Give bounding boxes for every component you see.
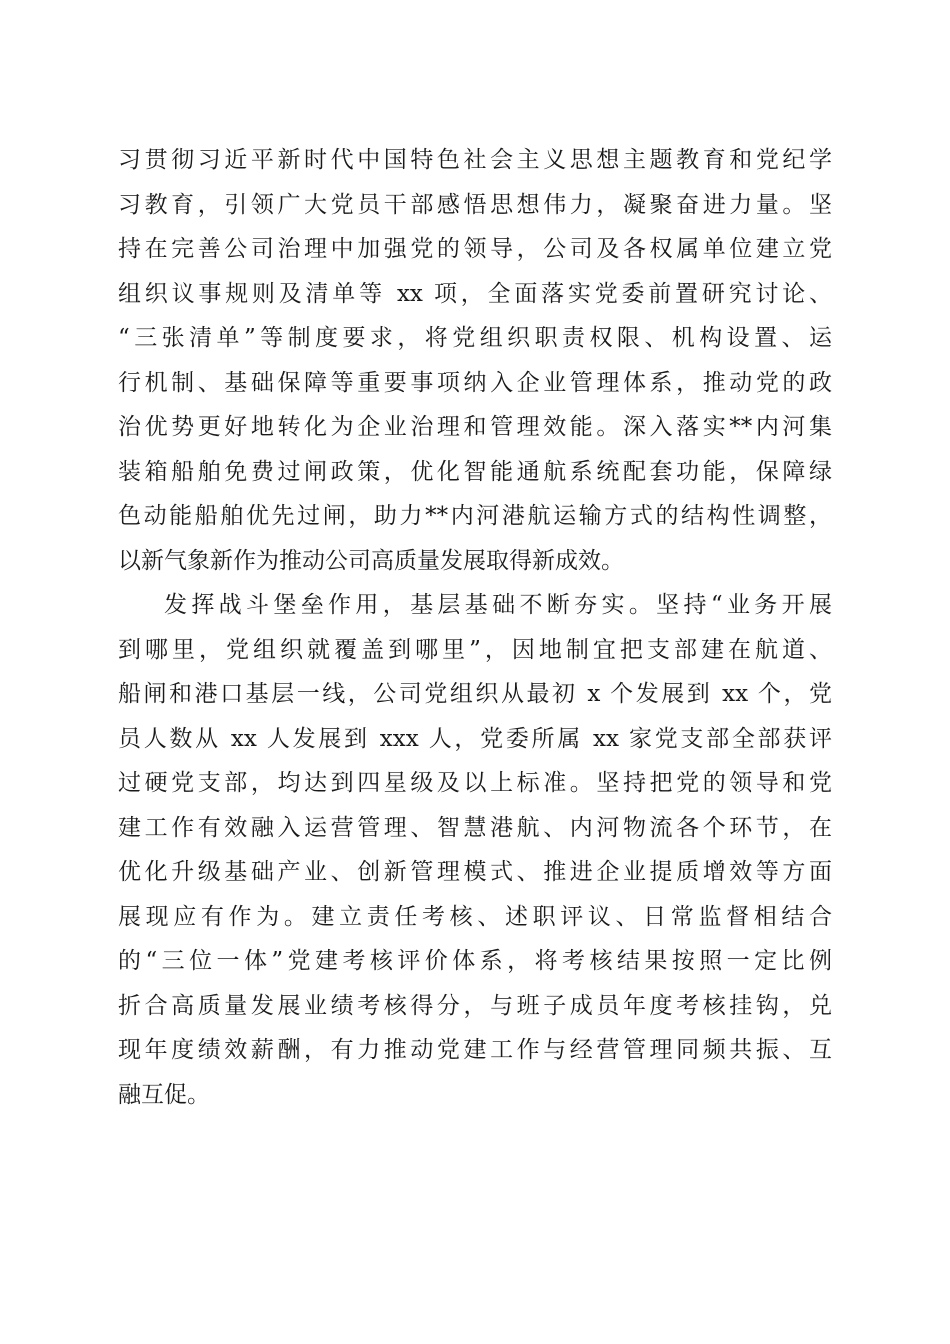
- text-line: 以新气象新作为推动公司高质量发展取得新成效。: [118, 547, 624, 574]
- paragraph-1: [118, 138, 832, 583]
- text-line: 优化升级基础产业、创新管理模式、推进企业提质增效等方面: [118, 859, 832, 885]
- text-line: 发挥战斗堡垒作用，基层基础不断夯实。坚持“业务开展: [164, 592, 832, 618]
- text-line: 行机制、基础保障等重要事项纳入企业管理体系，推动党的政: [118, 369, 832, 396]
- text-line: 建工作有效融入运营管理、智慧港航、内河物流各个环节，在: [118, 814, 832, 841]
- text-line: 治优势更好地转化为企业治理和管理效能。深入落实**内河集: [118, 414, 832, 440]
- text-line: 船闸和港口基层一线，公司党组织从最初 x 个发展到 xx 个，党: [118, 681, 832, 707]
- text-line: 展现应有作为。建立责任考核、述职评议、日常监督相结合: [118, 903, 832, 930]
- text-line: 融互促。: [118, 1081, 210, 1108]
- paragraph-2: [118, 583, 832, 1117]
- document-body: [118, 138, 832, 1117]
- text-line: 组织议事规则及清单等 xx 项，全面落实党委前置研究讨论、: [118, 280, 832, 307]
- text-line: 色动能船舶优先过闸，助力**内河港航运输方式的结构性调整，: [118, 503, 832, 529]
- text-line: 持在完善公司治理中加强党的领导，公司及各权属单位建立党: [118, 236, 832, 262]
- text-line: 过硬党支部，均达到四星级及以上标准。坚持把党的领导和党: [118, 770, 832, 796]
- text-line: 员人数从 xx 人发展到 xxx 人，党委所属 xx 家党支部全部获评: [118, 725, 832, 752]
- text-line: 到哪里，党组织就覆盖到哪里”，因地制宜把支部建在航道、: [118, 636, 832, 663]
- text-line: 习教育，引领广大党员干部感悟思想伟力，凝聚奋进力量。坚: [118, 191, 832, 218]
- text-line: 折合高质量发展业绩考核得分，与班子成员年度考核挂钩，兑: [118, 992, 832, 1019]
- text-line: 现年度绩效薪酬，有力推动党建工作与经营管理同频共振、互: [118, 1037, 832, 1063]
- text-line: 习贯彻习近平新时代中国特色社会主义思想主题教育和党纪学: [118, 147, 832, 173]
- text-line: 装箱船舶免费过闸政策，优化智能通航系统配套功能，保障绿: [118, 458, 832, 485]
- text-line: “三张清单”等制度要求，将党组织职责权限、机构设置、运: [118, 325, 832, 351]
- text-line: 的“三位一体”党建考核评价体系，将考核结果按照一定比例: [118, 948, 832, 974]
